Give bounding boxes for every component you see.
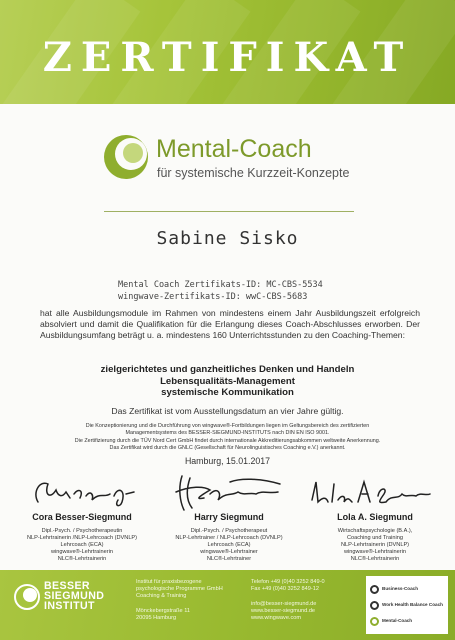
- circle-icon: [370, 617, 379, 626]
- place-date: Hamburg, 15.01.2017: [184, 456, 271, 466]
- topic-item: zielgerichtetes und ganzheitliches Denken und Handeln: [100, 364, 355, 375]
- wingwave-id: wingwave-Zertifikats-ID: wwC-CBS-5683: [118, 291, 308, 302]
- recipient-name: Sabine Sisko: [156, 228, 299, 249]
- circle-logo-icon: [102, 133, 152, 183]
- topic-item: Lebensqualitäts-Management: [160, 375, 295, 387]
- qualification-line: NLP-Lehrtrainerin /NLP-Lehrcoach (DVNLP): [26, 535, 138, 541]
- address-line: 20095 Hamburg: [136, 615, 177, 622]
- signatory-qualifications: [305, 528, 445, 563]
- brand-mental-coach: Mental-Coach: [370, 616, 446, 628]
- fineprint: [40, 423, 415, 453]
- qualification-line: Dipl.-Psych. / Psychotherapeut: [190, 528, 268, 534]
- coach-brands: [366, 576, 448, 634]
- contact-line: [251, 593, 325, 600]
- qualification-line: NLC®-Lehrtrainerin: [57, 556, 107, 562]
- qualification-line: wingwave®-Lehrtrainerin: [344, 549, 406, 555]
- circle-icon: [370, 585, 379, 594]
- institute-logo-icon: [14, 584, 40, 610]
- fineprint-line: Managementsystems des BESSER-SIEGMUND-INSTITUTS nach DIN EN ISO 9001.: [125, 430, 330, 437]
- institute-name: [44, 581, 104, 612]
- topic-item: systemische Kommunikation: [161, 387, 294, 398]
- mental-coach-id: Mental Coach Zertifikats-ID: MC-CBS-5534: [118, 280, 323, 290]
- signatory-name: Harry Siegmund: [194, 512, 264, 522]
- signature-cora: [30, 472, 160, 512]
- signatory-name: Cora Besser-Siegmund: [32, 512, 132, 522]
- fineprint-line: Die Zertifizierung durch die TÜV Nord Cert GmbH findet durch internationale Akkreditierungsabkommen weltweite Anerkennung.: [74, 437, 381, 444]
- logo-name: Mental-Coach: [156, 135, 312, 163]
- qualification-line: Lehrcoach (ECA): [60, 542, 104, 548]
- footer-band: [0, 570, 455, 640]
- qualification-line: wingwave®-Lehrtrainer: [200, 549, 258, 555]
- contact-line: Telefon +49 (0)40 3252 849-0: [251, 579, 325, 585]
- address-line: Institut für praxisbezogene: [136, 579, 202, 585]
- email-link[interactable]: info@besser-siegmund.de: [251, 600, 317, 607]
- address-line: Coaching & Training: [136, 593, 187, 600]
- divider-line: [104, 211, 354, 212]
- institute-name-line: BESSER: [44, 580, 90, 592]
- website-link[interactable]: www.wingwave.com: [251, 615, 302, 622]
- qualification-line: Dipl.-Psych. / Psychotherapeutin: [41, 528, 123, 534]
- institute-contact: [251, 579, 325, 622]
- certificate-ids: [118, 280, 323, 303]
- qualification-line: Lehrcoach (ECA): [207, 542, 251, 548]
- mental-coach-logo: [102, 133, 362, 183]
- address-line: Mönckebergstraße 11: [136, 607, 190, 614]
- brand-business-coach: Business-Coach: [370, 584, 446, 596]
- contact-line: Fax +49 (0)40 3252 849-12: [251, 586, 319, 593]
- signatory-name: Lola A. Siegmund: [337, 512, 413, 522]
- signature-harry: [170, 472, 300, 512]
- title-banner: [0, 0, 455, 104]
- signatory-qualifications: [12, 528, 152, 563]
- signatory-qualifications: [159, 528, 299, 563]
- brand-work-health-balance-coach: Work Health Balance Coach: [370, 600, 446, 612]
- institute-name-line: INSTITUT: [44, 600, 95, 613]
- fineprint-line: Das Zertifikat wird durch die GNLC (Gesellschaft für Neurolinguistisches Coaching e.V.) anerkannt.: [109, 445, 346, 452]
- circle-icon: [370, 601, 379, 610]
- address-line: [136, 601, 223, 608]
- institute-name-line: SIEGMUND: [44, 590, 105, 603]
- body-text: hat alle Ausbildungsmodule im Rahmen von mindestens einem Jahr Ausbildungszeit erfolgreich absolviert und damit die Qualifikation für die Erlangung dieses Coach-Abschlusses erworben. Der Ausbildungsumfang beträgt u. a. mindestens 160 Unterrichtsstunden zu den Coaching-Themen:: [40, 308, 420, 340]
- validity-note: Das Zertifikat ist vom Ausstellungsdatum an vier Jahre gültig.: [111, 406, 344, 416]
- qualification-line: NLP-Lehrtrainerin (DVNLP): [340, 542, 410, 548]
- website-link[interactable]: www.besser-siegmund.de: [251, 607, 316, 614]
- qualification-line: NLC®-Lehrtrainer: [206, 556, 252, 562]
- fineprint-line: Die Konzeptionierung und die Durchführung von wingwave®-Fortbildungen liegen im Geltungsbereich des zertifizierten: [85, 423, 370, 429]
- qualification-line: NLP-Lehrtrainer / NLP-Lehrcoach (DVNLP): [175, 535, 283, 541]
- address-line: psychologische Programme GmbH: [136, 586, 223, 593]
- logo-tagline: für systemische Kurzzeit-Konzepte: [157, 166, 350, 180]
- qualification-line: Coaching und Training: [347, 535, 403, 541]
- qualification-line: wingwave®-Lehrtrainerin: [51, 549, 113, 555]
- qualification-line: NLC®-Lehrtrainerin: [350, 556, 400, 562]
- qualification-line: Wirtschaftspsychologie (B.A.),: [337, 528, 413, 534]
- certificate-title: ZERTIFIKAT: [42, 34, 413, 81]
- coaching-topics: [0, 364, 455, 399]
- institute-address: [136, 579, 223, 622]
- signature-lola: [306, 472, 436, 512]
